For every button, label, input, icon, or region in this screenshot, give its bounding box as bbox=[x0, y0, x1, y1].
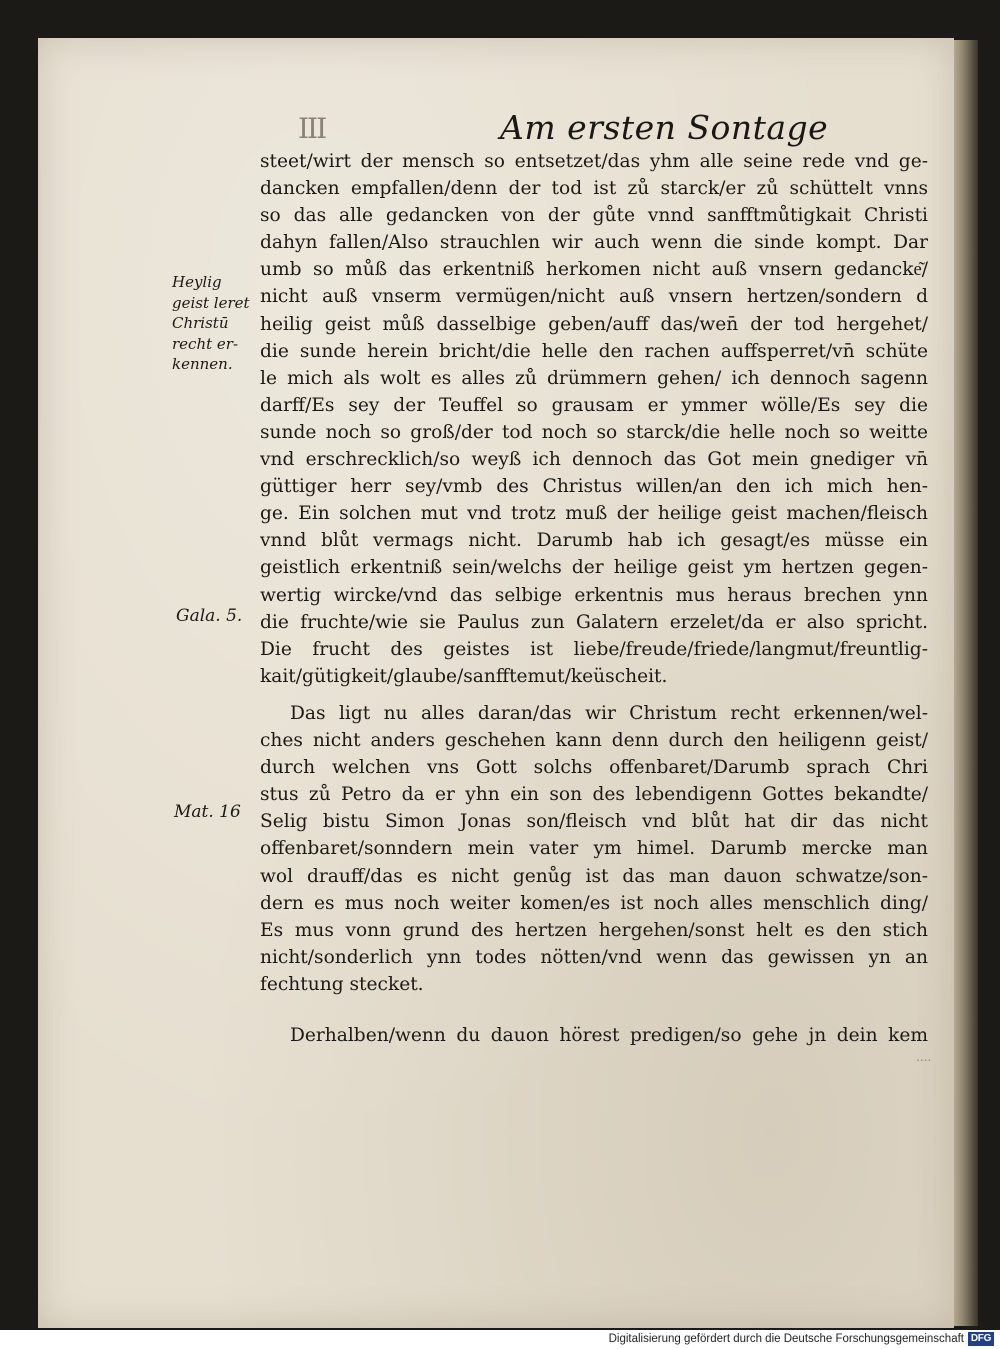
text-line: darff/Es sey der Teuffel so grausam er ymmer wölle/Es sey die bbox=[260, 394, 928, 416]
text-line: vnnd blůt vermags nicht. Darumb hab ich gesagt/es müsse ein bbox=[260, 530, 928, 552]
marginal-note-holy-spirit bbox=[172, 272, 256, 375]
running-head: Am ersten Sontage bbox=[500, 108, 829, 147]
text-line: dahyn fallen/Also strauchlen wir auch wenn die sinde kompt. Dar bbox=[260, 232, 928, 254]
marginal-note-matthew: Mat. 16 bbox=[174, 802, 241, 822]
page-header bbox=[40, 108, 960, 152]
text-line: Das ligt nu alles daran/das wir Christum recht erkennen/wel- bbox=[290, 703, 928, 724]
text-line: die fruchte/wie sie Paulus zun Galatern erzelet/da er also spricht. bbox=[260, 611, 928, 633]
text-line: nicht auß vnserm vermügen/nicht auß vnsern hertzen/sondern d bbox=[260, 286, 928, 308]
footer-bar bbox=[0, 1330, 1000, 1349]
text-line: fechtung stecket. bbox=[260, 973, 424, 995]
text-line: steet/wirt der mensch so entsetzet/das yhm alle seine rede vnd ge- bbox=[260, 151, 928, 172]
text-line: Es mus vonn grund des hertzen hergehen/sonst helt es den stich bbox=[260, 919, 928, 941]
marginal-note-line: kennen. bbox=[172, 355, 233, 373]
text-line: Die frucht des geistes ist liebe/freude/friede/langmut/freuntlig- bbox=[260, 638, 928, 660]
text-line: ches nicht anders geschehen kann denn durch den heiligenn geist/ bbox=[260, 730, 928, 752]
folio-number: III bbox=[298, 112, 326, 145]
paragraph-3 bbox=[260, 1022, 928, 1049]
text-line: umb so můß das erkentniß herkomen nicht auß vnsern gedancke͂/ bbox=[260, 259, 928, 281]
text-line: offenbaret/sonndern mein vater ym himel. Darumb mercke man bbox=[260, 838, 928, 860]
text-line: dern es mus noch weiter komen/es ist noch alles menschlich ding/ bbox=[260, 892, 928, 914]
text-line: durch welchen vns Gott solchs offenbaret/Darumb sprach Chri bbox=[260, 757, 928, 779]
paragraph-1 bbox=[260, 148, 928, 690]
text-line: heilig geist můß dasselbige geben/auff das/wen̄ der tod hergehet/ bbox=[260, 313, 928, 335]
dfg-logo: DFG bbox=[968, 1332, 994, 1346]
marginal-note-line: geist leret bbox=[172, 293, 250, 312]
text-line: güttiger herr sey/vmb des Christus willen/an den ich mich hen- bbox=[260, 476, 928, 498]
text-line: sunde noch so groß/der tod noch so starck/die helle noch so weitte bbox=[260, 421, 928, 443]
text-line: nicht/sonderlich ynn todes nötten/vnd wenn das gewissen yn an bbox=[260, 946, 928, 968]
text-line: kait/gütigkeit/glaube/sanfftemut/keüscheit. bbox=[260, 665, 668, 687]
text-line: stus zů Petro da er yhn ein son des lebendigenn Gottes bekandte/ bbox=[260, 784, 928, 806]
text-line: ge. Ein solchen mut vnd trotz muß der heilige geist machen/fleisch bbox=[260, 503, 928, 525]
text-line: le mich als wolt es alles zů drümmern gehen/ ich dennoch sagenn bbox=[260, 367, 928, 389]
marginal-note-galatians: Gala. 5. bbox=[176, 606, 243, 626]
marginal-note-line: recht er- bbox=[172, 334, 239, 353]
text-line: geistlich erkentniß sein/welchs der heilige geist ym hertzen gegen- bbox=[260, 557, 928, 579]
page-edge-shadow bbox=[954, 40, 978, 1326]
paragraph-2 bbox=[260, 700, 928, 998]
text-line: wertig wircke/vnd das selbige erkentnis mus heraus brechen ynn bbox=[260, 584, 928, 606]
text-line: die sunde herein bricht/die helle den rachen auffsperret/vn̄ schüte bbox=[260, 340, 928, 362]
catchword-mark: .... bbox=[916, 1050, 932, 1064]
text-line: vnd erschrecklich/so weyß ich dennoch das Got mein gnediger vn̄ bbox=[260, 449, 928, 471]
text-line: Selig bistu Simon Jonas son/fleisch vnd blůt hat dir das nicht bbox=[260, 811, 928, 833]
text-line: Derhalben/wenn du dauon hörest predigen/so gehe jn dein kem bbox=[290, 1025, 928, 1046]
text-line: wol drauff/das es nicht genůg ist das man dauon schwatze/son- bbox=[260, 865, 928, 887]
marginal-note-line: Christū bbox=[172, 314, 229, 332]
marginal-note-line: Heylig bbox=[172, 273, 222, 291]
text-line: so das alle gedancken von der gůte vnnd sanfftmůtigkait Christi bbox=[260, 205, 928, 227]
funding-credit: Digitalisierung gefördert durch die Deutsche Forschungsgemeinschaft bbox=[608, 1333, 964, 1345]
text-line: dancken empfallen/denn der tod ist zů starck/er zů schüttelt vnns bbox=[260, 178, 928, 200]
